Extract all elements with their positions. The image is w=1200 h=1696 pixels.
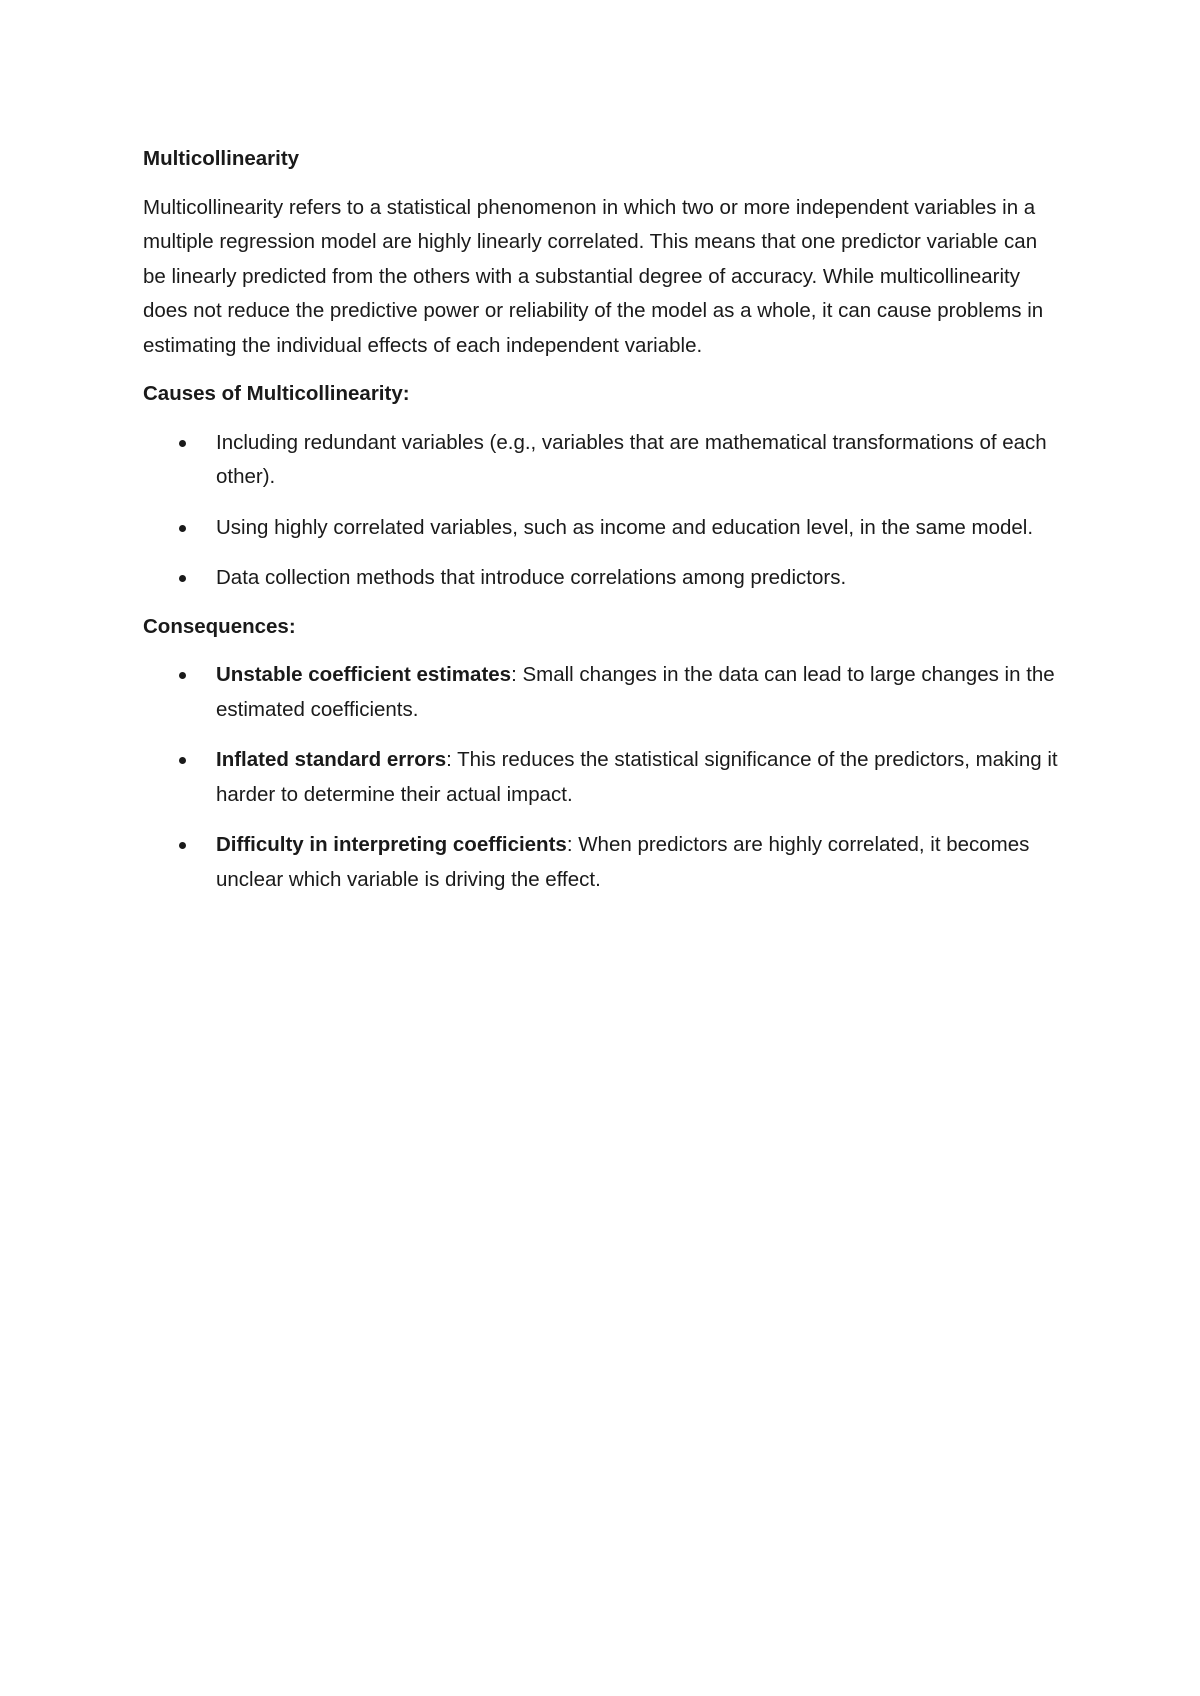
list-item-term: Inflated standard errors bbox=[216, 748, 447, 771]
list-item-term: Difficulty in interpreting coefficients bbox=[216, 833, 567, 856]
list-item-text: : Small changes in the data can lead to large changes in the estimated coefficients. bbox=[216, 663, 1055, 721]
list-item-text: Data collection methods that introduce correlations among predictors. bbox=[216, 566, 847, 589]
bullet-icon bbox=[179, 757, 186, 764]
consequences-heading: Consequences: bbox=[143, 614, 296, 638]
list-item bbox=[143, 426, 1063, 495]
intro-paragraph: Multicollinearity refers to a statistical phenomenon in which two or more independent variables in a multiple regression model are highly linearly correlated. This means that one predictor variable can be linearly predicted from the others with a substantial degree of accuracy. While multicollinearity does not reduce the predictive power or reliability of the model as a whole, it can cause problems in estimating the individual effects of each independent variable. bbox=[143, 195, 1044, 357]
list-item bbox=[143, 743, 1063, 812]
list-item-text: Including redundant variables (e.g., variables that are mathematical transformations of each other). bbox=[216, 430, 1047, 488]
bullet-icon bbox=[179, 440, 186, 447]
list-item-term: Unstable coefficient estimates bbox=[216, 663, 512, 686]
bullet-icon bbox=[179, 575, 186, 582]
causes-list bbox=[143, 426, 1063, 596]
consequences-list bbox=[143, 658, 1063, 897]
document-body bbox=[143, 142, 1063, 911]
list-item-text: Using highly correlated variables, such as income and education level, in the same model. bbox=[216, 515, 1034, 539]
list-item bbox=[143, 511, 1063, 546]
causes-heading: Causes of Multicollinearity: bbox=[143, 382, 410, 405]
list-item-text: : When predictors are highly correlated, it becomes unclear which variable is driving the effect. bbox=[216, 833, 1030, 891]
bullet-icon bbox=[179, 842, 186, 849]
bullet-icon bbox=[179, 672, 186, 679]
page-title: Multicollinearity bbox=[143, 147, 300, 170]
bullet-icon bbox=[179, 525, 186, 532]
list-item bbox=[143, 828, 1063, 897]
list-item bbox=[143, 561, 1063, 596]
list-item-text: : This reduces the statistical significance of the predictors, making it harder to determine their actual impact. bbox=[216, 748, 1058, 806]
list-item bbox=[143, 658, 1063, 727]
